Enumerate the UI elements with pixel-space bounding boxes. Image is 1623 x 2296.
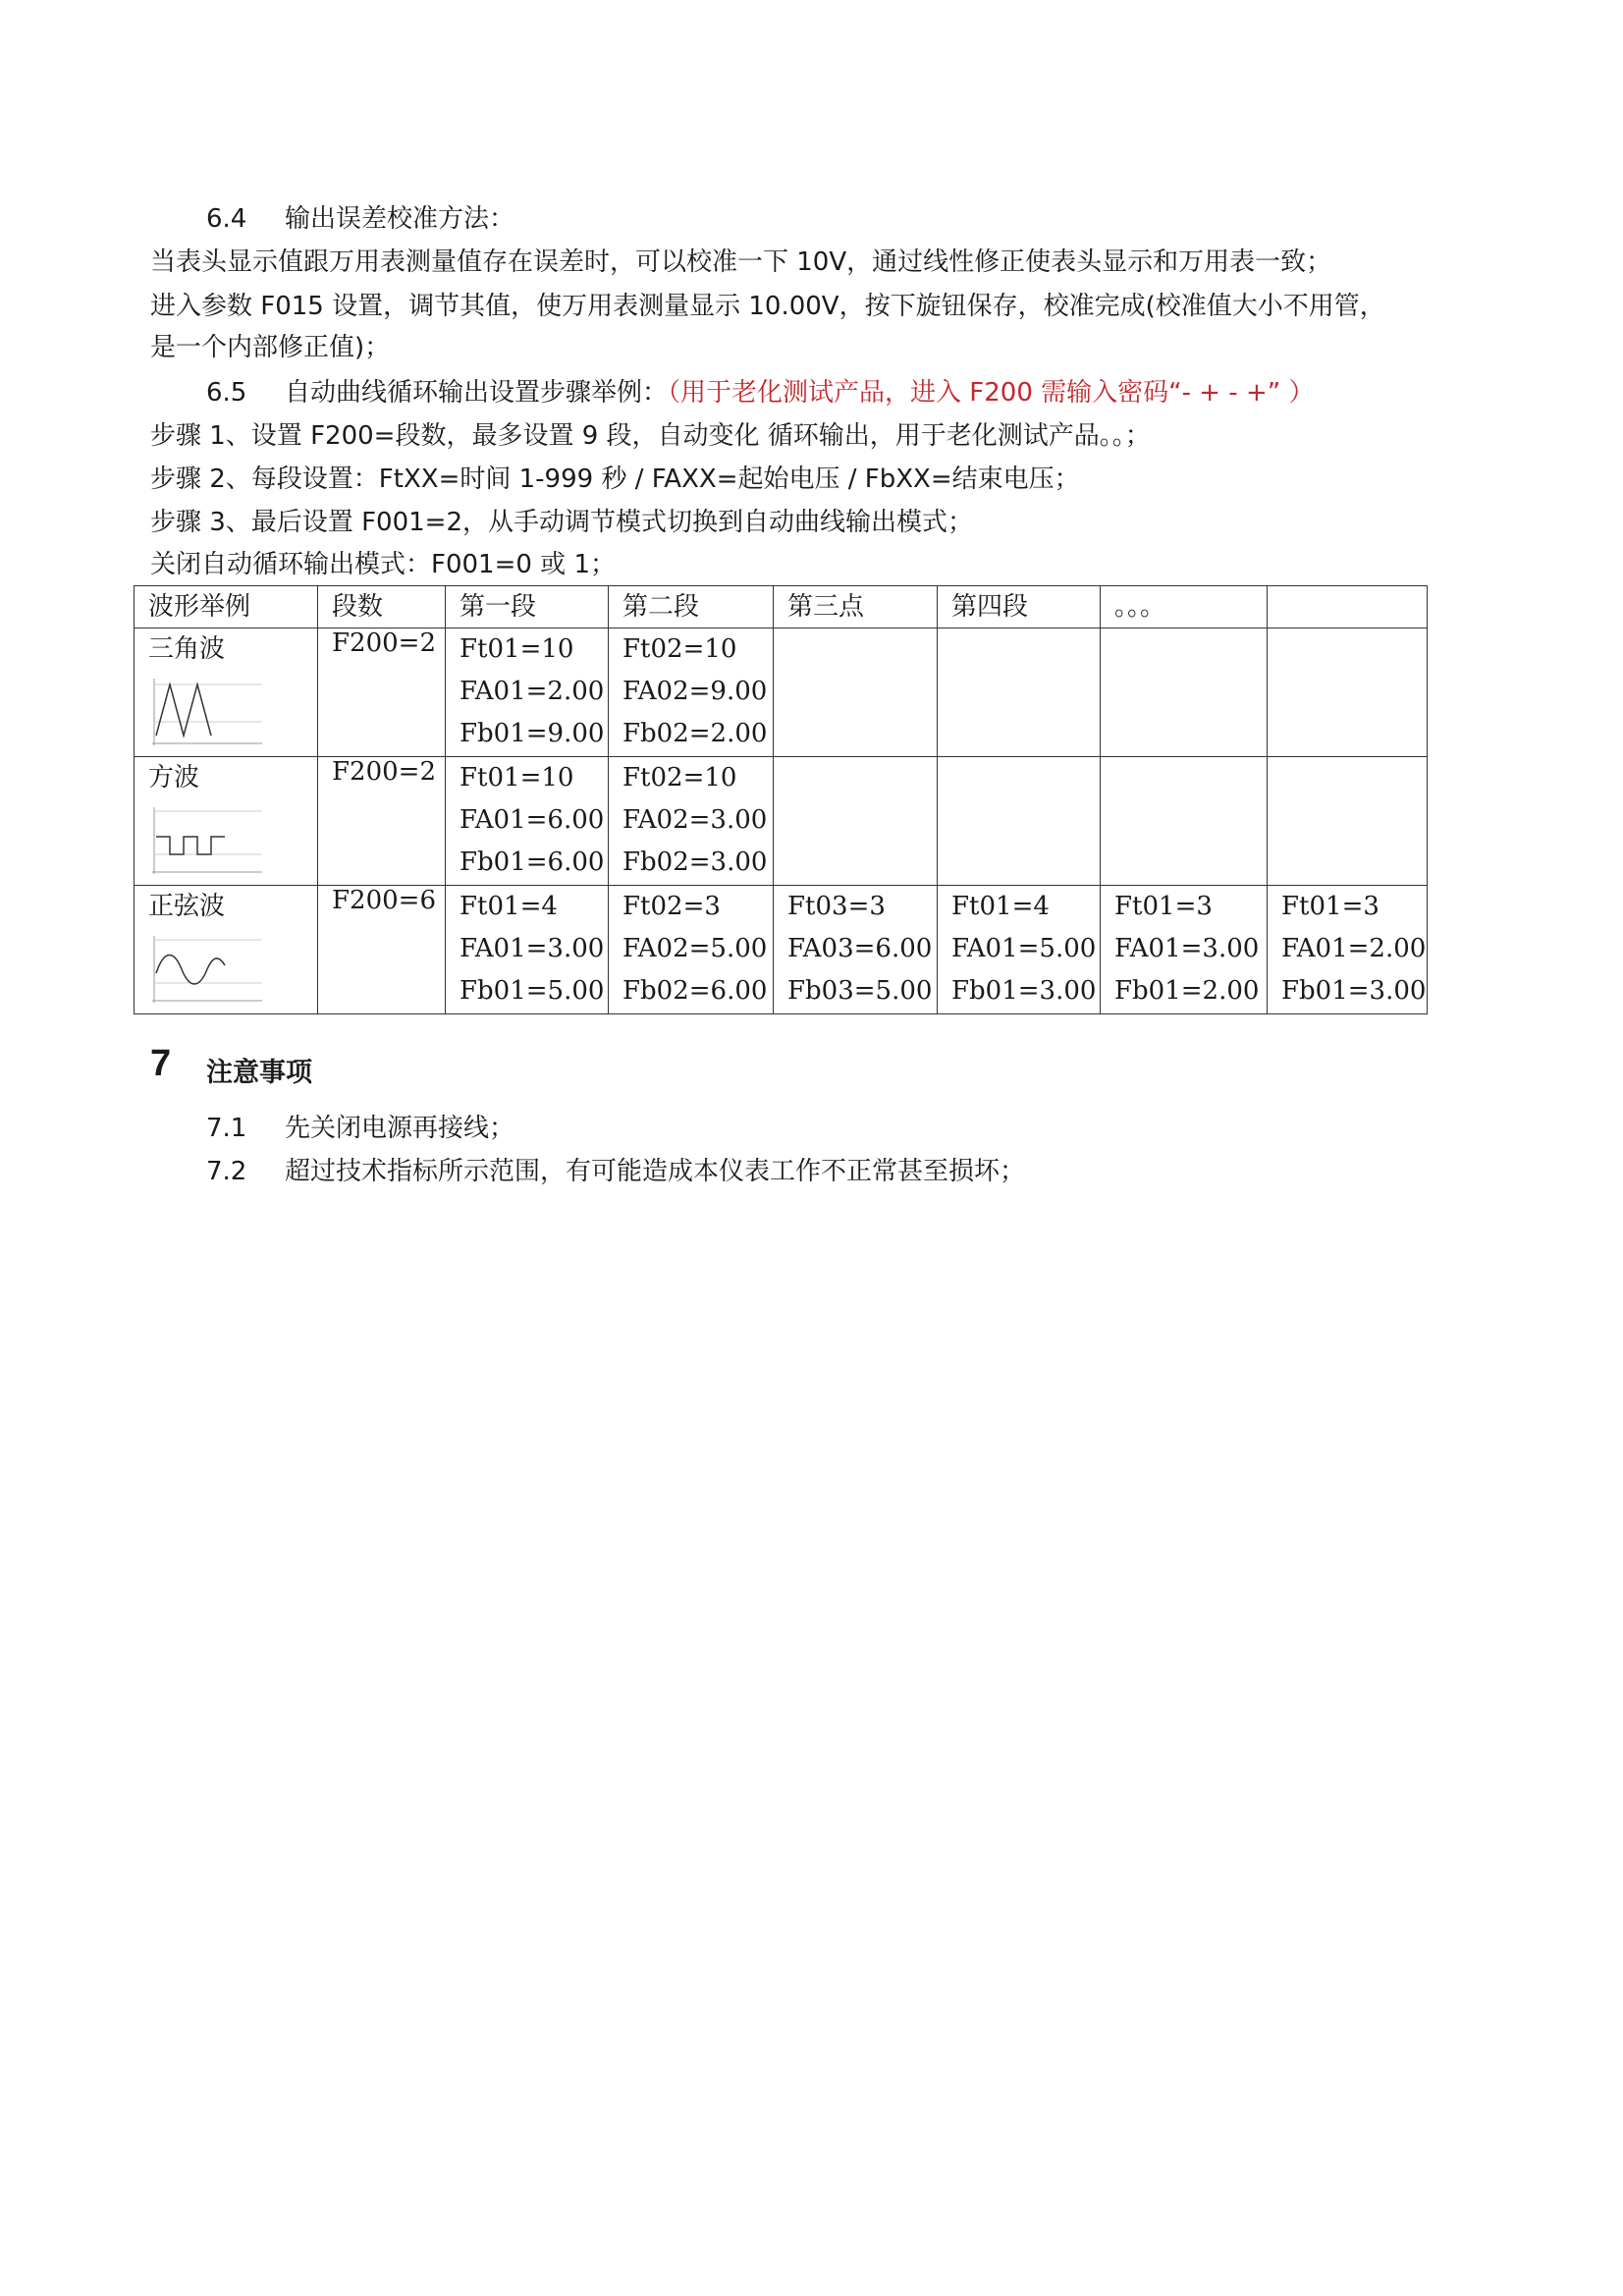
- header-cell: 第二段: [609, 586, 774, 629]
- section-7-number: 7: [150, 1043, 172, 1084]
- section-number: 6.4: [206, 204, 247, 234]
- waveform-cell: [135, 757, 318, 886]
- header-cell: [1268, 586, 1428, 629]
- item-number: 7.2: [206, 1157, 247, 1186]
- waveform-table: [134, 585, 1428, 1014]
- param-value: Fb03=5.00: [787, 976, 933, 1006]
- waveform-name: 正弦波: [148, 892, 226, 921]
- header-cell: 第一段: [446, 586, 609, 629]
- param-value: FA03=6.00: [787, 934, 933, 963]
- empty-cell: [774, 757, 938, 886]
- section-number: 6.5: [206, 378, 247, 408]
- param-value: Fb02=6.00: [622, 976, 768, 1006]
- item-text: 超过技术指标所示范围，有可能造成本仪表工作不正常甚至损坏；: [285, 1157, 1026, 1186]
- triangle-wave-thumbnail: [148, 673, 266, 751]
- param-value: FA01=2.00: [1281, 934, 1427, 963]
- paragraph: 是一个内部修正值)；: [150, 333, 391, 362]
- password-note: （用于老化测试产品，进入 F200 需输入密码“- + - +” ）: [668, 378, 1315, 408]
- segment-cell: [446, 757, 609, 886]
- param-value: Ft01=3: [1281, 892, 1380, 921]
- table-row: [135, 757, 1428, 886]
- param-value: Ft01=4: [460, 892, 558, 921]
- table-row: [135, 886, 1428, 1014]
- param-value: FA01=3.00: [1114, 934, 1260, 963]
- param-value: Fb01=6.00: [460, 847, 605, 877]
- param-value: FA01=2.00: [460, 677, 605, 706]
- param-value: FA01=5.00: [951, 934, 1097, 963]
- param-value: Ft01=10: [460, 763, 574, 793]
- param-value: Ft01=4: [951, 892, 1050, 921]
- segment-cell: [938, 886, 1101, 1014]
- param-value: Ft01=10: [460, 634, 574, 664]
- step-2: 步骤 2、每段设置：FtXX=时间 1-999 秒 / FAXX=起始电压 / FbXX=结束电压；: [150, 465, 1080, 494]
- param-value: FA02=5.00: [622, 934, 768, 963]
- param-value: Fb02=3.00: [622, 847, 768, 877]
- param-value: Ft01=3: [1114, 892, 1213, 921]
- param-value: Ft02=10: [622, 763, 737, 793]
- param-value: Fb01=3.00: [1281, 976, 1427, 1006]
- header-cell: 。。。: [1101, 586, 1268, 629]
- paragraph: 进入参数 F015 设置，调节其值，使万用表测量显示 10.00V，按下旋钮保存，校准完成(校准值大小不用管，: [150, 292, 1385, 321]
- segment-cell: [1268, 886, 1428, 1014]
- param-value: Ft02=3: [622, 892, 721, 921]
- section-title: 自动曲线循环输出设置步骤举例：: [285, 378, 669, 408]
- segment-cell: [1101, 886, 1268, 1014]
- section-6-5-heading: [206, 374, 1314, 411]
- segment-cell: [609, 629, 774, 757]
- segment-cell: [609, 886, 774, 1014]
- step-1: 步骤 1、设置 F200=段数，最多设置 9 段，自动变化 循环输出，用于老化测试产品。。；: [150, 421, 1151, 451]
- empty-cell: [1101, 757, 1268, 886]
- waveform-name: 三角波: [148, 634, 226, 664]
- segment-cell: [446, 629, 609, 757]
- header-cell: 第四段: [938, 586, 1101, 629]
- paragraph: 当表头显示值跟万用表测量值存在误差时，可以校准一下 10V，通过线性修正使表头显示和万用表一致；: [150, 247, 1332, 277]
- item-text: 先关闭电源再接线；: [285, 1114, 515, 1143]
- item-7-1: [206, 1110, 514, 1147]
- param-value: FA02=3.00: [622, 805, 768, 835]
- square-wave-thumbnail: [148, 801, 266, 880]
- empty-cell: [1268, 629, 1428, 757]
- section-7-title: 注意事项: [206, 1058, 312, 1088]
- param-value: Fb01=9.00: [460, 719, 605, 748]
- empty-cell: [1268, 757, 1428, 886]
- table-row: [135, 629, 1428, 757]
- sine-wave-thumbnail: [148, 930, 266, 1009]
- segment-cell: [774, 886, 938, 1014]
- param-value: Fb02=2.00: [622, 719, 768, 748]
- section-title: 输出误差校准方法：: [285, 204, 515, 234]
- section-6-4-heading: [206, 200, 514, 238]
- header-cell: 段数: [318, 586, 446, 629]
- count-cell: F200=2: [318, 757, 446, 886]
- empty-cell: [774, 629, 938, 757]
- param-value: Ft02=10: [622, 634, 737, 664]
- param-value: Fb01=3.00: [951, 976, 1097, 1006]
- param-value: Fb01=5.00: [460, 976, 605, 1006]
- param-value: Fb01=2.00: [1114, 976, 1260, 1006]
- empty-cell: [938, 629, 1101, 757]
- item-7-2: [206, 1153, 1025, 1190]
- empty-cell: [938, 757, 1101, 886]
- segment-cell: [446, 886, 609, 1014]
- step-3: 步骤 3、最后设置 F001=2，从手动调节模式切换到自动曲线输出模式；: [150, 508, 973, 537]
- empty-cell: [1101, 629, 1268, 757]
- count-cell: F200=6: [318, 886, 446, 1014]
- param-value: FA01=6.00: [460, 805, 605, 835]
- param-value: FA02=9.00: [622, 677, 768, 706]
- waveform-cell: [135, 629, 318, 757]
- waveform-cell: [135, 886, 318, 1014]
- table-header-row: [135, 586, 1428, 629]
- item-number: 7.1: [206, 1114, 247, 1143]
- param-value: FA01=3.00: [460, 934, 605, 963]
- header-cell: 第三点: [774, 586, 938, 629]
- count-cell: F200=2: [318, 629, 446, 757]
- waveform-name: 方波: [148, 763, 200, 793]
- close-mode-note: 关闭自动循环输出模式：F001=0 或 1；: [150, 550, 616, 579]
- param-value: Ft03=3: [787, 892, 886, 921]
- segment-cell: [609, 757, 774, 886]
- header-cell: 波形举例: [135, 586, 318, 629]
